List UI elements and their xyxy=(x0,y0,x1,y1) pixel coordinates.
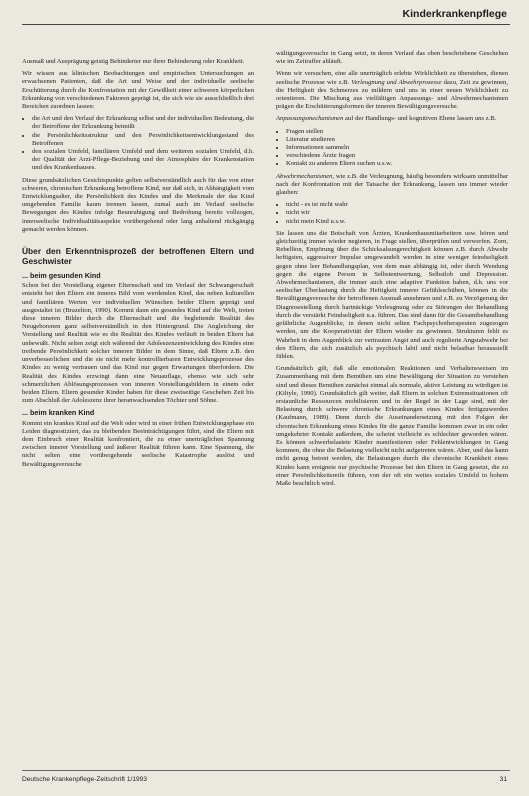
footer-rule xyxy=(22,770,510,771)
journal-citation: Deutsche Krankenpflege-Zeitschrift 1/1993 xyxy=(22,776,147,783)
list-item: • Informationen sammeln xyxy=(286,144,508,152)
subheading-sick-child: ... beim kranken Kind xyxy=(22,408,95,418)
running-header: Kinderkrankenpflege xyxy=(402,8,507,20)
list-item: • Literatur studieren xyxy=(286,136,508,144)
left-column xyxy=(22,58,254,473)
list-item: • nicht - es ist nicht wahr xyxy=(286,201,508,209)
bullet-list xyxy=(276,128,508,169)
italic-term: Verleugnung und Abwehrprozesse xyxy=(351,78,442,86)
subheading-healthy-child: ... beim gesunden Kind xyxy=(22,271,101,281)
page-number: 31 xyxy=(499,776,507,783)
paragraph: Schon bei der Vorstellung eigener Elternschaft und im Verlauf der Schwangerschaft entsteht bei den Eltern ein inneres Bild vom werdenden Kind, das neben kulturellen und familiären Werten vor individuellen Wünschen beider Eltern geprägt und ausgestaltet ist (Brazelton, 1990). Kommt dann ein gesundes Kind auf die Welt, treten diese inneren Bilder durch die Elternschaft und die begleitende Realität des Neugeborenen ganz selbstverständlich in den Hintergrund. Die Angleichung der Vorstellung und Realität wie es die Realität des Kindes verläuft in beiden Eltern hat unbewußt. Nicht selten zeigt sich während der Adoleszenzentwicklung des Kindes eine treibende Persönlichkeit solcher inneren Bilder in dem Sinne, daß Eltern z.B. den unverbesserlichen und die sie nicht mehr kontrollierbaren Entwicklungsprozesse des Kindes zu wenig vertrauen und das Kind nur gegen Erwartungen überfordern. Die Realität des Kindes erzwingt dann eine Neuauflage, ebenso wie sich sehr schmerzlichen Ablösungsprozessen von inneren Vorstellungsbildern in einem oder beiden Eltern. Eltern gesunder Kinder haben für diese zweiseitige Geschehen Zeit bis zum Abschluß der Adoleszenz ihrer heranwachsenden Töchter und Söhne. xyxy=(22,282,254,405)
paragraph: Grundsätzlich gilt, daß alle emotionalen Reaktionen und Verhaltensweisen im Zusammenhang mit dem Bemühen um eine Bewältigung der Situation zu verstehen sind und dieses Bemühen zunächst einmal als normale, aktive Leistung zu würdigen ist (Kiltyle, 1990). Grundsätzlich gilt weiter, daß Eltern in solchen Extremsituationen oft erstaunliche Ressourcen mobilisieren und in der Regel in der Lage sind, mit der Belastung durch schwere chronische Erkrankungen eines Kindes fertigzuwerden (Kaufmann, 1989). Denn durch die Auseinandersetzung mit den Folgen der chronischen Erkrankung eines Kindes für die ganze Familie kommen zwar in ein oder umgekehrter Kontakt außerdem, die scheint vielleicht es schlechter geworden wären. Es können schwerbelastete Kinder manifestieren oder Fehlentwicklungen in Gang kommen, die ohne die Belastung vielleicht nicht aufgetreten wären. Aber, und das kann nicht genug betont werden, die Belastungen durch die chronische Krankheit eines Kindes kann ereignete nur psychische Prozesse bei den Eltern in Gang gesetzt, die zu einer Persönlichkeitsreife führen, von der oft ein weites soziales Umfeld in hohem Maße beachtlich wird. xyxy=(276,365,508,487)
italic-term: Abwehrmechanismen xyxy=(276,172,333,180)
paragraph: Diese grundsätzlichen Gesichtspunkte gelten selbstverständlich auch für das von einer schweren, chronischen Erkrankung betroffene Kind, nur daß sich, in Abhängigkeit vom Entwicklungsalter, die Persönlichkeit des Kindes und die Merkmale der das Kind umgebenden Familie kaum trennen lassen, zumal auch im Verlauf seelische Bewegungen des Kindes infolge Beunruhigung und Bedrohung bereits vollzogen, innerseelische Individualitätsaspekte vorübergehend oder lang anhaltend rückgängig gemacht werden können. xyxy=(22,176,254,233)
list-item: • nicht wir xyxy=(286,209,508,217)
right-column xyxy=(276,50,508,492)
bullet-list xyxy=(276,201,508,226)
text-run: , wie z.B. die Verleugnung, häufig besonders wirksam unmittelbar nach der Konfrontation mit der Tatsache der Erkrankung, lassen uns immer wieder glauben: xyxy=(276,172,508,197)
list-item: • die Persönlichkeitsstruktur und den Persönlichkeitsentwicklungsstand des Betroffenen xyxy=(32,132,254,148)
paragraph: Wir wissen aus klinischen Beobachtungen und empirischen Untersuchungen an erwachsenen Patienten, daß die Art und Weise und der individuelle seelische Erschütterung durch die Konfrontation mit der Gewißheit einer schweren körperlichen Erkrankung von verschiedenen Faktoren geprägt ist, die sich wie sie ausschließlich drei Bereichen zuordnen lassen: xyxy=(22,70,254,111)
header-rule xyxy=(22,24,510,25)
text-run: Wenn wir versuchen, eine alle unerträglich erlebte Wirklichkeit zu überstehen, dienen seelische Prozesse wie z.B. xyxy=(276,70,508,86)
paragraph: wältigungsversuche in Gang setzt, in deren Verlauf das oben beschriebene Geschehen wie im Zeitraffer abläuft. xyxy=(276,50,508,66)
list-item: • den sozialen Umfeld, familiären Umfeld und dem weiteren sozialen Umfeld, d.h. der Qualität der Arzt-Pflege-Beziehung und der Atmosphäre der Krankenstation und des Krankenhauses. xyxy=(32,148,254,173)
list-item: • Fragen stellen xyxy=(286,128,508,136)
paragraph xyxy=(276,115,508,123)
list-item: • nicht mein Kind u.s.w. xyxy=(286,218,508,226)
italic-term: Anpassungsmechanismen xyxy=(276,115,344,123)
bullet-list xyxy=(22,115,254,172)
list-item: • Kontakt zu anderen Eltern suchen u.s.w. xyxy=(286,160,508,168)
text-run: auf der Handlungs- und kognitiven Ebene lassen uns z.B. xyxy=(343,115,497,123)
paragraph xyxy=(276,173,508,198)
list-item: • die Art und den Verlauf der Erkrankung selbst und der individuellen Bedeutung, die der Betroffene der Erkrankung beimißt xyxy=(32,115,254,131)
text-run: dazu, Zeit zu gewinnen, die Heftigkeit des Schmerzes zu mildern und uns in einer neuen Wirklichkeit zu orientieren. Die Mischung aus vielfältigen Anpassungs- und Abwehrmechanismen prägen die Erschütterungsformen der inneren Bewältigungsversuche. xyxy=(276,78,508,111)
paragraph: Sie lassen uns die Botschaft von Ärzten, Krankenhausmitarbeitern usw. hören und gleichzeitig immer wieder negieren, in Frage stellen, überprüfen und verwerfen. Zorn, Rebellion, Empörung über die Schicksalsungerechtigkeit können z.B. durch Abwehr heftigsten, aggressiver Impulse umgewandelt werden in eine weniger feindseligkeit gegen ohne leer Behandlungsplan, von dem man abhängig ist, oder durch Wendung gegen die eigene Person in Selbstentwertung, Selbstlob und Depression. Abwehrmechanismen, die immer auch eine adaptive Funktion haben, d.h. uns vor seelischer Überlastung durch die Heftigkeit innerer Gefühlsschüben, können in die Bewältigungsversuche der betroffenen Ausmaß annehmen und z.B. zu Verzögerung der Diagnosestellung durch hartnäckige Verleugnung oder zu Störungen der Behandlung durch die verstärkt Feindseligkeit u.a. führen. Das sind dann für die Gesamtbehandlung gefährliche Augenblicke, in denen nicht selten Fachpsychotherapeuten zugezogen werden, um die Kooperativität der Eltern wieder zu gewinnen. Strukturen fehlt es Wahrheit in dem Augenblick zur vertrauten Angst und auch regulierte Angstabwehr bei den Eltern, die sich zusätzlich als psychisch labil und nicht belastbar herausstellt fühlen. xyxy=(276,229,508,360)
paragraph xyxy=(276,70,508,111)
list-item: • verschiedene Ärzte fragen xyxy=(286,152,508,160)
section-heading: Über den Erkenntnisprozeß der betroffenen Eltern und Geschwister xyxy=(22,246,254,267)
paragraph: Kommt ein krankes Kind auf die Welt oder wird in einer frühen Entwicklungsphase ein Leiden diagnostiziert, das zu bleibenden Beeinträchtigungen führt, sind die Eltern mit dem Einbruch einer Realität konfrontiert, die zu einer unerträglichen Spannung zwischen innerer Vorstellung und äußerer Realität führen kann. Eine Spannung, die nicht selten eine vorübergehende seelische Katastrophe auslöst und Bewältigungsversuche xyxy=(22,419,254,468)
paragraph: Ausmaß und Ausprägung geistig Behinderter nur ihrer Behinderung oder Krankheit. xyxy=(22,58,245,65)
